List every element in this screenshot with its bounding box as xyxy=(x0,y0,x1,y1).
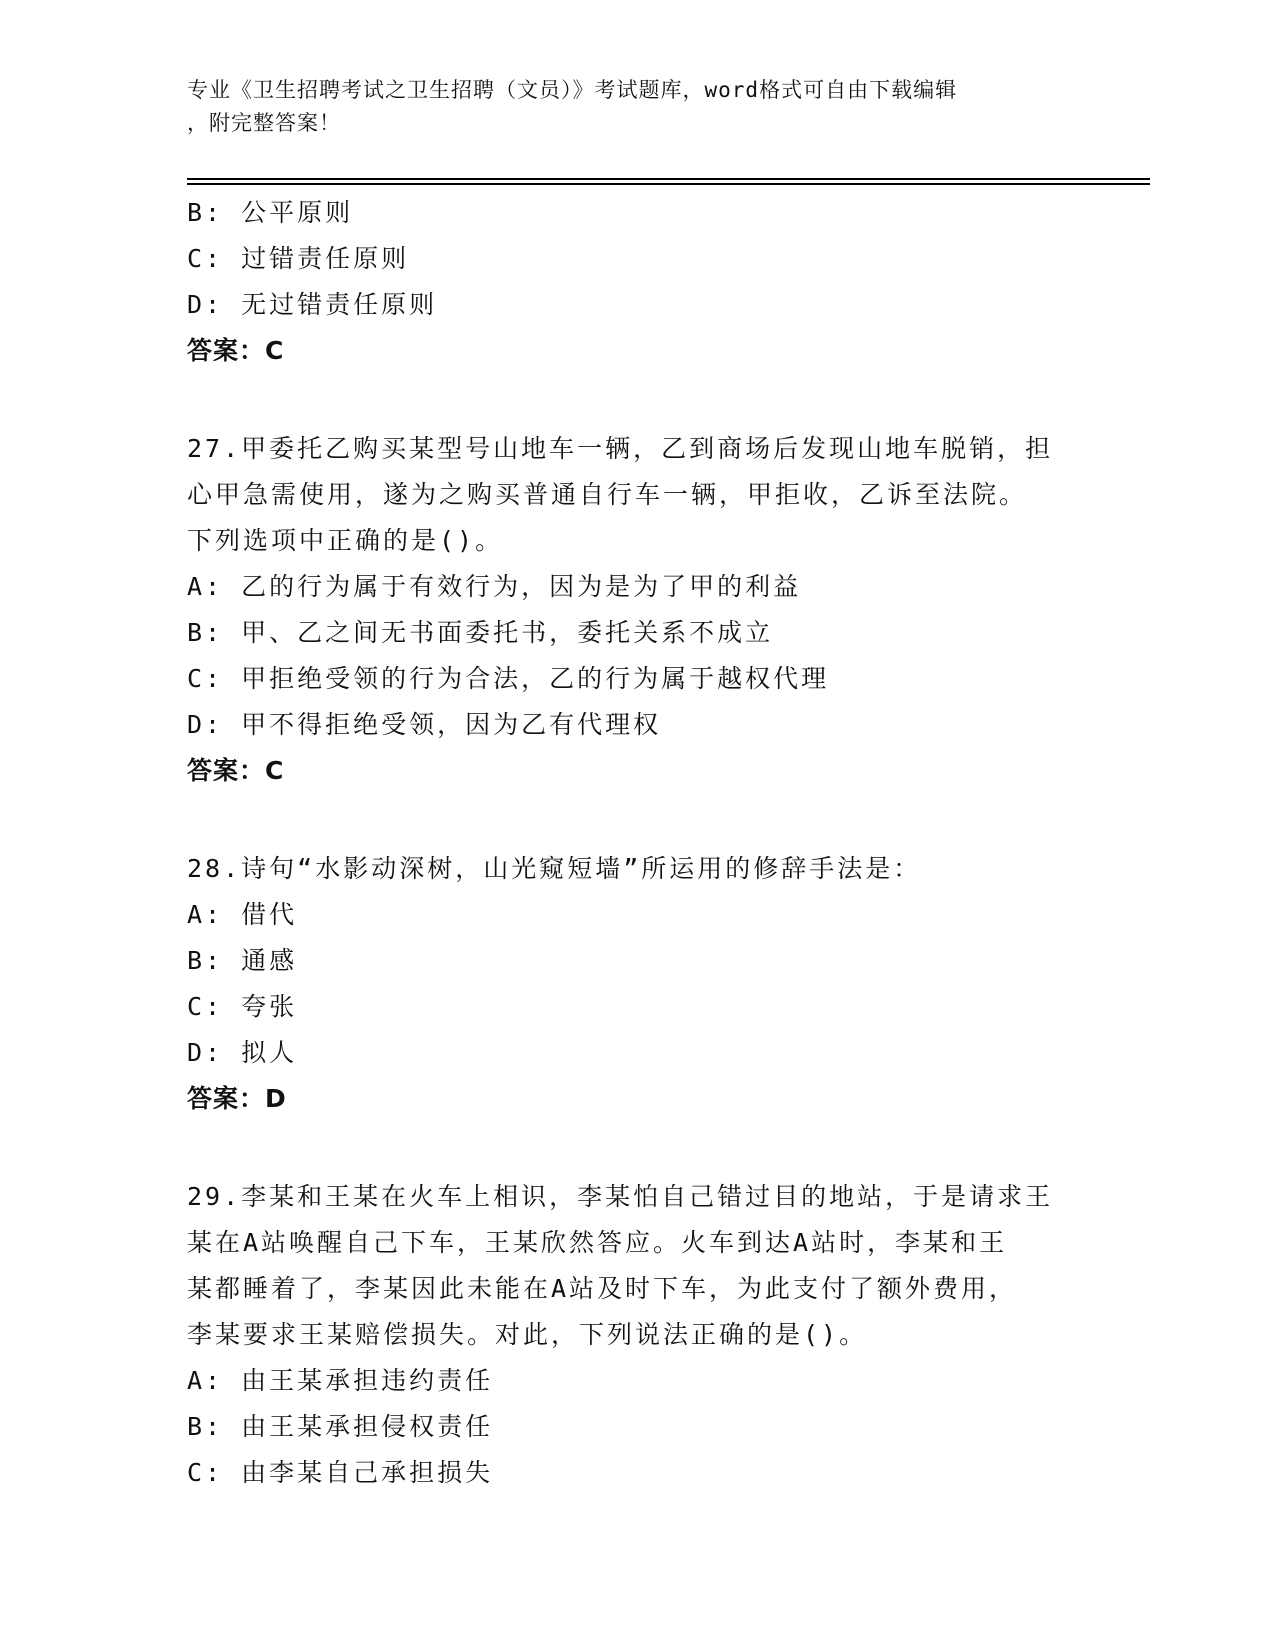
option-c: C: 甲拒绝受领的行为合法，乙的行为属于越权代理 xyxy=(187,664,830,693)
question-list xyxy=(187,190,1087,1496)
answer-line: 答案：C xyxy=(187,336,285,365)
option-d: D: 甲不得拒绝受领，因为乙有代理权 xyxy=(187,710,662,739)
option-b: B: 由王某承担侵权责任 xyxy=(187,1412,494,1441)
answer-line: 答案：C xyxy=(187,756,285,785)
header-divider-bottom xyxy=(187,183,1150,185)
option-b: B: 公平原则 xyxy=(187,198,354,227)
spacer xyxy=(187,1122,1087,1174)
option-a: A: 借代 xyxy=(187,900,298,929)
question-29 xyxy=(187,1174,1087,1496)
header-divider-top xyxy=(187,178,1150,180)
question-stem-line: 29.李某和王某在火车上相识，李某怕自己错过目的地站，于是请求王 xyxy=(187,1182,1054,1211)
question-stem-line: 李某要求王某赔偿损失。对此，下列说法正确的是()。 xyxy=(187,1320,868,1349)
answer-line: 答案：D xyxy=(187,1084,287,1113)
question-stem-line: 心甲急需使用，遂为之购买普通自行车一辆，甲拒收，乙诉至法院。 xyxy=(187,480,1028,509)
question-stem-line: 28.诗句“水影动深树，山光窥短墙”所运用的修辞手法是： xyxy=(187,854,922,883)
option-d: D: 无过错责任原则 xyxy=(187,290,438,319)
option-d: D: 拟人 xyxy=(187,1038,298,1067)
question-stem-line: 下列选项中正确的是()。 xyxy=(187,526,504,555)
question-28 xyxy=(187,846,1087,1122)
option-b: B: 甲、乙之间无书面委托书，委托关系不成立 xyxy=(187,618,774,647)
header-line-2: ，附完整答案！ xyxy=(187,111,341,135)
question-stem-line: 某在A站唤醒自己下车，王某欣然答应。火车到达A站时，李某和王 xyxy=(187,1228,1008,1257)
option-b: B: 通感 xyxy=(187,946,298,975)
header-line-1: 专业《卫生招聘考试之卫生招聘（文员）》考试题库，word格式可自由下载编辑 xyxy=(187,78,958,102)
question-stem-line: 某都睡着了，李某因此未能在A站及时下车，为此支付了额外费用， xyxy=(187,1274,1018,1303)
option-a: A: 乙的行为属于有效行为，因为是为了甲的利益 xyxy=(187,572,802,601)
option-c: C: 过错责任原则 xyxy=(187,244,410,273)
option-c: C: 由李某自己承担损失 xyxy=(187,1458,494,1487)
question-26-tail xyxy=(187,190,1087,374)
question-27 xyxy=(187,426,1087,794)
spacer xyxy=(187,374,1087,426)
question-stem-line: 27.甲委托乙购买某型号山地车一辆，乙到商场后发现山地车脱销，担 xyxy=(187,434,1054,463)
spacer xyxy=(187,794,1087,846)
option-c: C: 夸张 xyxy=(187,992,298,1021)
option-a: A: 由王某承担违约责任 xyxy=(187,1366,494,1395)
document-header xyxy=(187,74,1087,140)
